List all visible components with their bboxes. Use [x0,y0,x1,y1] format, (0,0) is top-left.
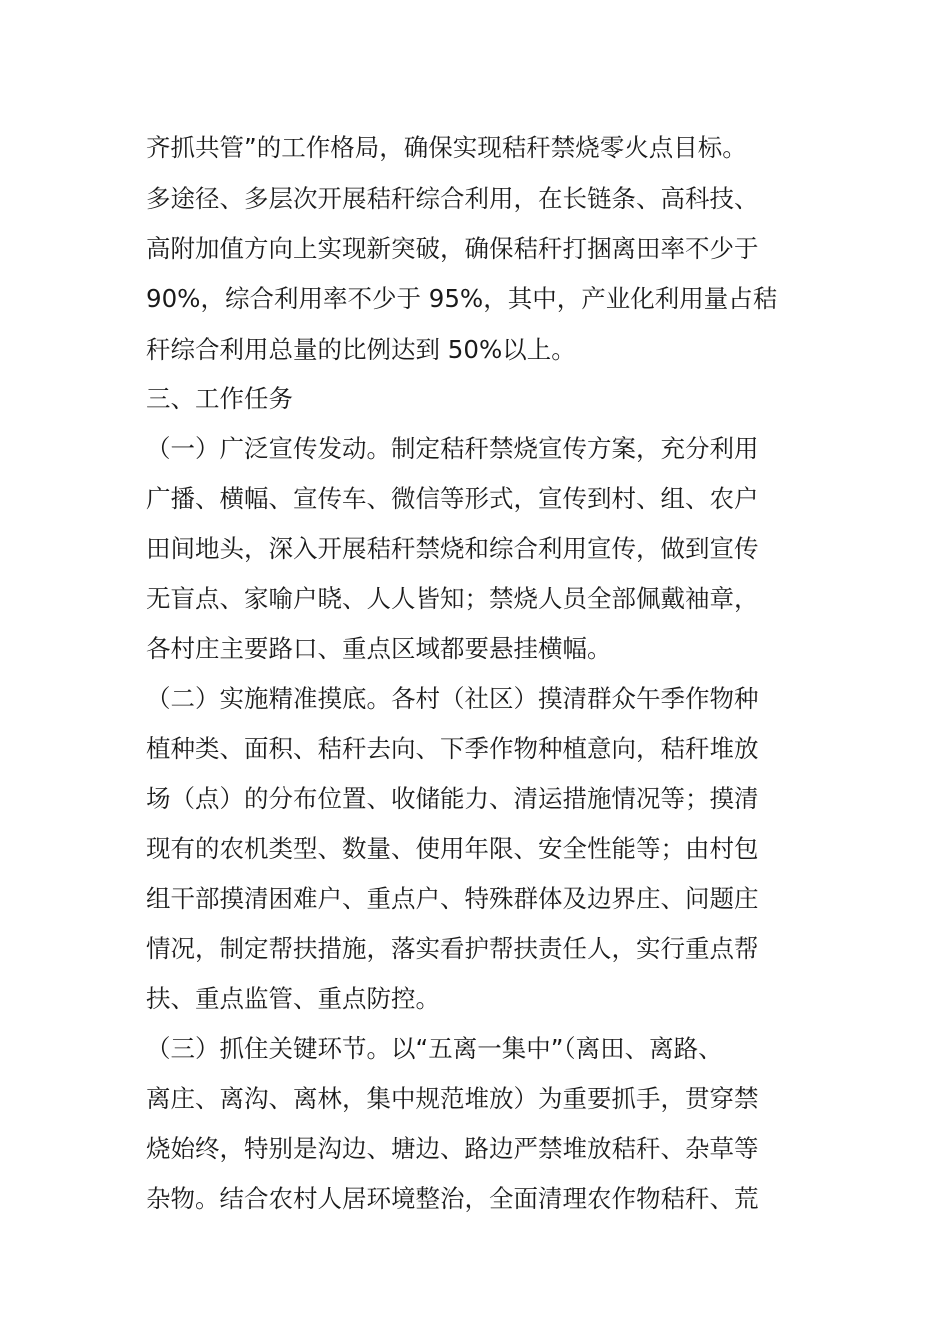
section-heading: 三、工作任务 [146,384,293,413]
text-line: 现有的农机类型、数量、使用年限、安全性能等；由村包 [146,834,759,863]
text-line: 组干部摸清困难户、重点户、特殊群体及边界庄、问题庄 [146,884,759,913]
text-line: 齐抓共管”的工作格局，确保实现秸秆禁烧零火点目标。 [146,133,747,162]
text-line: 各村庄主要路口、重点区域都要悬挂横幅。 [146,634,612,663]
text-line: 秆综合利用总量的比例达到 50%以上。 [146,335,576,364]
text-line: 离庄、离沟、离林，集中规范堆放）为重要抓手，贯穿禁 [146,1084,759,1113]
text-line: 田间地头，深入开展秸秆禁烧和综合利用宣传，做到宣传 [146,534,759,563]
text-line: 场（点）的分布位置、收储能力、清运措施情况等；摸清 [146,784,759,813]
text-line: 多途径、多层次开展秸秆综合利用，在长链条、高科技、 [146,184,759,213]
text-line: 烧始终，特别是沟边、塘边、路边严禁堆放秸秆、杂草等 [146,1134,759,1163]
text-line: 植种类、面积、秸秆去向、下季作物种植意向，秸秆堆放 [146,734,759,763]
text-line: 扶、重点监管、重点防控。 [146,984,440,1013]
text-line: 广播、横幅、宣传车、微信等形式，宣传到村、组、农户 [146,484,759,513]
text-line: 高附加值方向上实现新突破，确保秸秆打捆离田率不少于 [146,234,759,263]
text-line: 杂物。结合农村人居环境整治，全面清理农作物秸秆、荒 [146,1184,759,1213]
text-line: 情况，制定帮扶措施，落实看护帮扶责任人，实行重点帮 [146,934,759,963]
text-line: （三）抓住关键环节。以“五离一集中”（离田、离路、 [146,1034,723,1063]
text-line: 90%，综合利用率不少于 95%，其中，产业化利用量占秸 [146,284,778,313]
text-line: （二）实施精准摸底。各村（社区）摸清群众午季作物种 [146,684,759,713]
text-line: （一）广泛宣传发动。制定秸秆禁烧宣传方案，充分利用 [146,434,759,463]
text-line: 无盲点、家喻户晓、人人皆知；禁烧人员全部佩戴袖章， [146,584,759,613]
